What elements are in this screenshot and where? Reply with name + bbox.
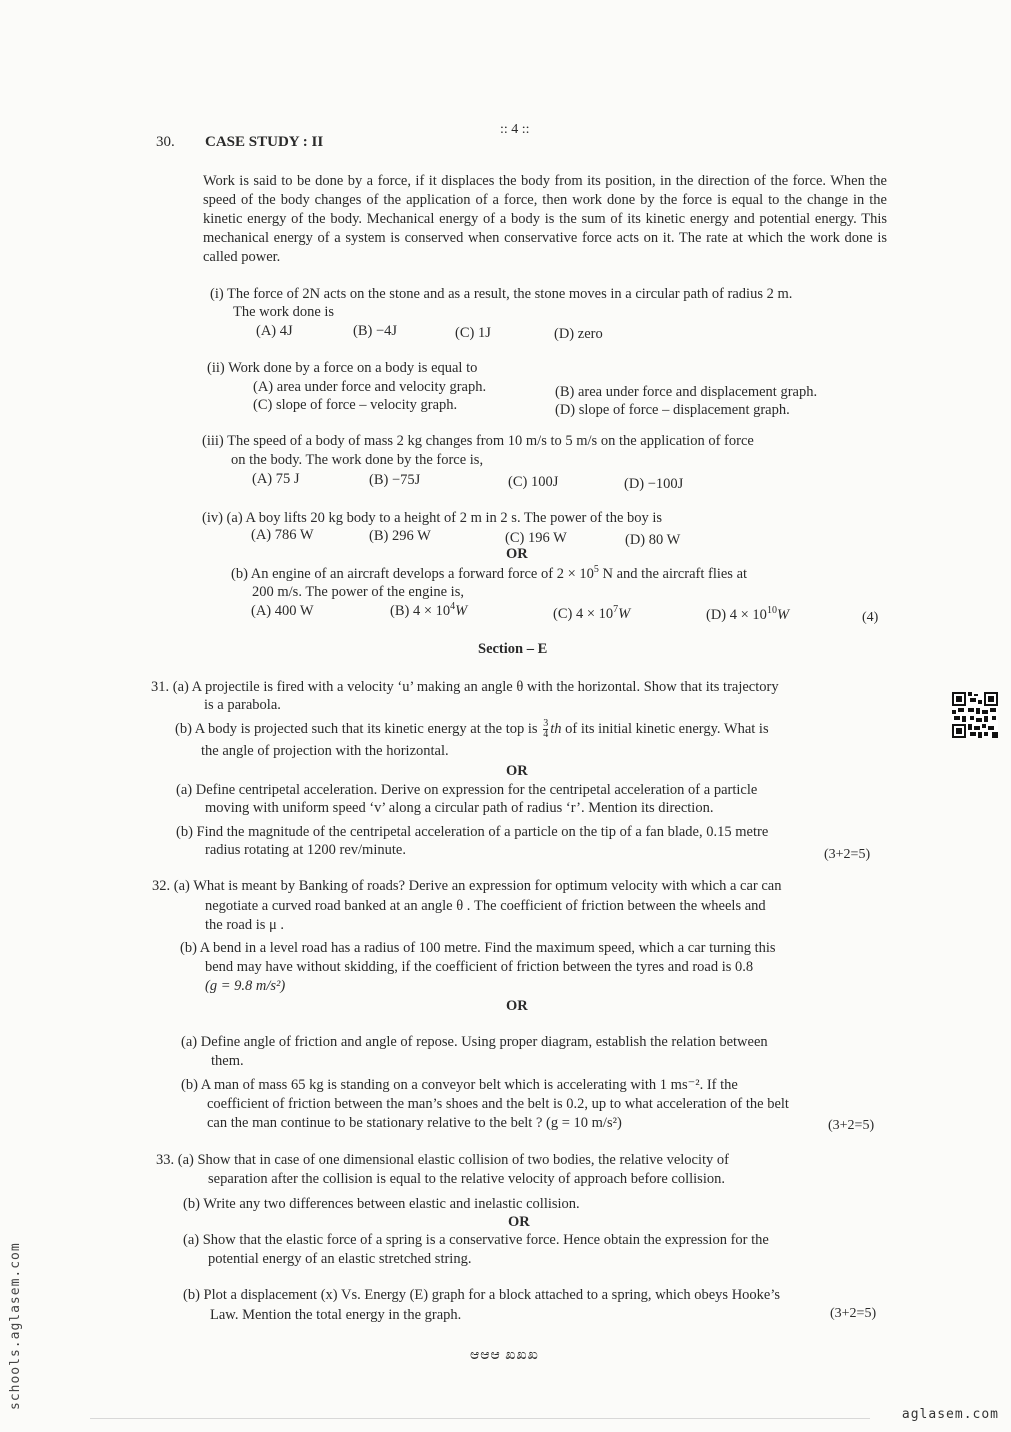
q32-d-line2: coefficient of friction between the man’s shoes and the belt is 0.2, up to what acceleration of the belt	[207, 1096, 789, 1112]
q30-ii-stem: (ii) Work done by a force on a body is equal to	[207, 360, 478, 376]
q31-c-line1: (a) Define centripetal acceleration. Derive on expression for the centripetal acceleration of a particle	[176, 782, 758, 798]
q31-b-fraction	[543, 719, 548, 740]
q30-i-option-a: (A) 4J	[256, 323, 293, 339]
case-study-passage: Work is said to be done by a force, if it displaces the body from its position, in the direction of the force. When the speed of the body changes of the application of a force, then work done by the force is equal to the change in the kinetic energy of the body. Mechanical energy of a body is the sum of its kinetic energy and potential energy. This mechanical energy of a system is conserved when conservative force acts on it. The rate at which the work done is called power.	[203, 173, 887, 265]
q31-b-th: th	[550, 720, 562, 737]
q30-iv-b-line1-post: N and the aircraft flies at	[602, 566, 748, 582]
q31-or: OR	[506, 763, 528, 779]
q32-a-line2: negotiate a curved road banked at an angle θ . The coefficient of friction between the wheels and	[205, 898, 766, 914]
q31-a-line2: is a parabola.	[204, 697, 281, 713]
q30-iv-a-option-c: (C) 196 W	[505, 530, 567, 546]
q30-iv-b-line2: 200 m/s. The power of the engine is,	[252, 584, 464, 600]
q30-iv-a-option-b: (B) 296 W	[369, 528, 431, 544]
footer-url: aglasem.com	[901, 1407, 999, 1422]
q31-d-line2: radius rotating at 1200 rev/minute.	[205, 842, 406, 858]
q30-i-option-c: (C) 1J	[455, 325, 491, 341]
q32-a-line3: the road is μ .	[205, 917, 285, 933]
q32-or: OR	[506, 998, 528, 1014]
q30-ii-option-a: (A) area under force and velocity graph.	[253, 379, 487, 395]
q33-marks: (3+2=5)	[830, 1306, 877, 1321]
q30-i-option-b: (B) −4J	[353, 323, 398, 339]
q30-ii-option-c: (C) slope of force – velocity graph.	[253, 397, 458, 413]
q31-c-line2: moving with uniform speed ‘v’ along a circular path of radius ‘r’. Mention its direction.	[205, 800, 714, 816]
q30-iv-b-option-d	[706, 606, 789, 625]
q30-marks: (4)	[862, 610, 879, 625]
q32-marks: (3+2=5)	[828, 1118, 875, 1133]
q32-a-line1: 32. (a) What is meant by Banking of roads? Derive an expression for optimum velocity with which a car can	[152, 878, 782, 894]
q30-iv-a-option-d: (D) 80 W	[625, 532, 681, 548]
q33-a-line1: 33. (a) Show that in case of one dimensional elastic collision of two bodies, the relative velocity of	[156, 1152, 730, 1168]
q31-marks: (3+2=5)	[824, 847, 871, 862]
q30-iv-b-option-c-unit: W	[618, 606, 631, 622]
q32-d-line1: (b) A man of mass 65 kg is standing on a conveyor belt which is accelerating with 1 ms⁻². If the	[181, 1077, 738, 1093]
q33-or: OR	[508, 1214, 530, 1230]
question-number-30: 30.	[156, 134, 175, 150]
section-e-heading: Section – E	[478, 641, 548, 657]
q33-c-line1: (a) Show that the elastic force of a spring is a conservative force. Hence obtain the expression for the	[183, 1232, 769, 1248]
q33-b-line1: (b) Write any two differences between elastic and inelastic collision.	[183, 1196, 580, 1212]
q30-iv-a-stem: (iv) (a) A boy lifts 20 kg body to a height of 2 m in 2 s. The power of the boy is	[202, 510, 663, 526]
q30-iii-line1: (iii) The speed of a body of mass 2 kg changes from 10 m/s to 5 m/s on the application of force	[202, 433, 754, 449]
q31-a-line1: 31. (a) A projectile is fired with a velocity ‘u’ making an angle θ with the horizontal. Show that its trajectory	[151, 679, 779, 695]
q30-i-option-d: (D) zero	[554, 326, 603, 342]
q30-iii-option-a: (A) 75 J	[252, 471, 300, 487]
q30-iv-b-option-d-pre: (D) 4 × 10	[706, 607, 767, 623]
q33-d-line2: Law. Mention the total energy in the graph.	[210, 1307, 462, 1323]
q30-iv-b-option-c	[553, 605, 630, 624]
q30-or: OR	[506, 546, 528, 562]
side-watermark-url: schools.aglasem.com	[8, 1242, 23, 1410]
q31-b-line2: the angle of projection with the horizontal.	[201, 743, 449, 759]
footer-divider	[90, 1418, 870, 1419]
q30-ii-option-b: (B) area under force and displacement graph.	[555, 384, 818, 400]
q30-iv-b-option-b-exp: 4	[450, 601, 456, 613]
footer-script-text: ಆಆಆ ಖಖಖ	[470, 1348, 539, 1363]
q30-iv-a-option-a: (A) 786 W	[251, 527, 314, 543]
q30-i-line2: The work done is	[233, 304, 335, 320]
q30-iii-option-c: (C) 100J	[508, 474, 559, 490]
q32-c-line2: them.	[211, 1053, 244, 1069]
q30-iv-b-option-d-unit: W	[776, 607, 790, 623]
q32-b-line1: (b) A bend in a level road has a radius of 100 metre. Find the maximum speed, which a car turning this	[180, 940, 776, 956]
q30-iv-b-exp: 5	[593, 564, 599, 576]
case-study-title: CASE STUDY : II	[205, 134, 324, 150]
q32-b-line3: (g = 9.8 m/s²)	[205, 978, 286, 994]
q30-iii-option-b: (B) −75J	[369, 472, 421, 488]
q30-iv-b-option-c-pre: (C) 4 × 10	[553, 606, 614, 622]
q31-d-line1: (b) Find the magnitude of the centripetal acceleration of a particle on the tip of a fan blade, 0.15 metre	[176, 824, 769, 840]
q30-iii-option-d: (D) −100J	[624, 476, 684, 492]
q31-b-frac-num: 3	[543, 718, 549, 729]
q31-b-line1	[175, 719, 769, 740]
q30-iv-b-option-b-unit: W	[455, 603, 468, 619]
q33-c-line2: potential energy of an elastic stretched string.	[208, 1251, 472, 1267]
q30-iv-b-option-b	[390, 602, 467, 621]
q31-b-pre: (b) A body is projected such that its kinetic energy at the top is	[175, 720, 538, 737]
q32-c-line1: (a) Define angle of friction and angle of repose. Using proper diagram, establish the relation between	[181, 1034, 768, 1050]
q30-iv-b-option-a: (A) 400 W	[251, 603, 314, 619]
q30-i-line1: (i) The force of 2N acts on the stone and as a result, the stone moves in a circular path of radius 2 m.	[210, 286, 793, 302]
q30-iv-b-option-d-exp: 10	[766, 605, 777, 617]
q31-b-frac-den: 4	[543, 729, 549, 740]
q33-a-line2: separation after the collision is equal to the relative velocity of approach before collision.	[208, 1171, 725, 1187]
q32-d-line3: can the man continue to be stationary relative to the belt ? (g = 10 m/s²)	[207, 1115, 622, 1131]
qr-code-icon[interactable]	[952, 692, 998, 738]
q32-b-line2: bend may have without skidding, if the coefficient of friction between the tyres and road is 0.8	[205, 959, 754, 975]
q30-iii-line2: on the body. The work done by the force is,	[231, 452, 484, 468]
page-number: :: 4 ::	[500, 122, 530, 137]
q33-d-line1: (b) Plot a displacement (x) Vs. Energy (E) graph for a block attached to a spring, which obeys Hooke’s	[183, 1287, 781, 1303]
q30-ii-option-d: (D) slope of force – displacement graph.	[555, 402, 790, 418]
q30-iv-b-line1-pre: (b) An engine of an aircraft develops a forward force of 2 × 10	[231, 566, 594, 582]
q31-b-post: of its initial kinetic energy. What is	[565, 720, 769, 737]
q30-iv-b-line1	[231, 565, 747, 584]
q30-iv-b-option-b-pre: (B) 4 × 10	[390, 603, 451, 619]
q30-iv-b-option-c-exp: 7	[613, 604, 619, 616]
